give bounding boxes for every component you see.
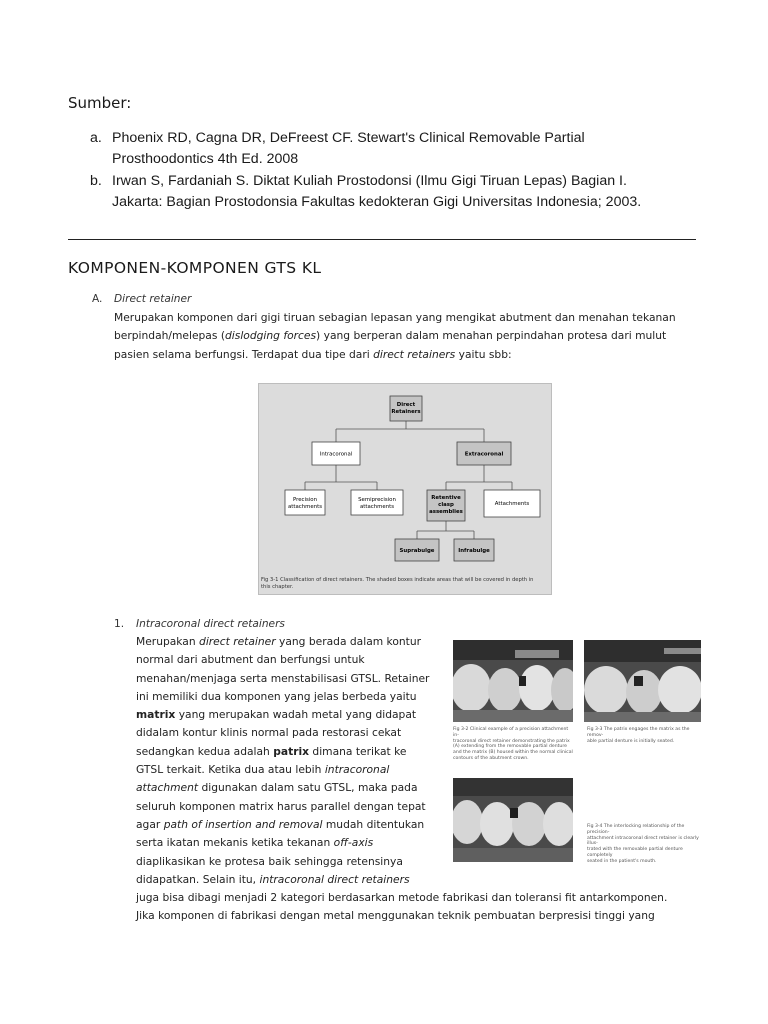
svg-text:Precision: Precision (292, 497, 318, 503)
svg-text:Semiprecision: Semiprecision (358, 497, 396, 503)
source-line: Phoenix RD, Cagna DR, DeFreest CF. Stewart's Clinical Removable Partial (112, 130, 585, 146)
svg-text:Intracoronal: Intracoronal (319, 451, 353, 458)
text-line: juga bisa dibagi menjadi 2 kategori berdasarkan metode fabrikasi dan toleransi fit antarkomponen. (136, 891, 668, 904)
divider-rule (68, 239, 696, 240)
text-line: berpindah/melepas (dislodging forces) yang berperan dalam menahan perpindahan protesa dari mulut (114, 329, 667, 343)
node-intracoronal (312, 442, 360, 465)
svg-text:attachments: attachments (359, 504, 395, 510)
photo-fig-3-4 (453, 778, 573, 862)
source-label-a: a. (90, 130, 102, 146)
text-line: agar path of insertion and removal mudah ditentukan (136, 817, 425, 831)
node-direct-retainers (390, 396, 422, 421)
paragraph-a (114, 309, 714, 364)
svg-text:attachments: attachments (287, 504, 323, 510)
source-label-b: b. (90, 173, 102, 189)
source-line: Prosthoodontics 4th Ed. 2008 (112, 151, 299, 167)
caption-fig-3-4: Fig 3-4 The interlocking relationship of the precision- attachment intracoronal direct retainer is clearly illus- trated with the removable partial denture completely seated in the patient's mouth. (587, 824, 699, 864)
paragraph-1-continued (136, 889, 736, 926)
text-line: attachment digunakan dalam satu GTSL, maka pada (136, 781, 418, 795)
text-line: serta ikatan mekanis ketika tekanan off-axis (136, 836, 374, 850)
subheading-a-title: Direct retainer (114, 293, 192, 305)
svg-text:Direct: Direct (396, 402, 416, 408)
text-line: seluruh komponen matrix harus parallel dengan tepat (136, 799, 426, 813)
source-line: Jakarta: Bagian Prostodonsia Fakultas kedokteran Gigi Universitas Indonesia; 2003. (112, 194, 642, 210)
text-line: matrix yang merupakan wadah metal yang didapat (136, 708, 417, 722)
text-line: Merupakan komponen dari gigi tiruan sebagian lepasan yang mengikat abutment dan menahan tekanan (114, 311, 676, 324)
svg-text:Extracoronal: Extracoronal (464, 451, 504, 458)
caption-fig-3-2: Fig 3-2 Clinical example of a precision attachment in- tracoronal direct retainer demonstrating the patrix (A) extending from the removable partial denture and the matrix (B) housed within the normal clinical contours of the abutment crown. (453, 727, 573, 761)
svg-text:Suprabulge: Suprabulge (399, 548, 435, 554)
source-item-a (90, 128, 710, 170)
text-line: Jika komponen di fabrikasi dengan metal menggunakan teknik pembuatan berpresisi tinggi yang (136, 909, 655, 923)
text-line: normal dari abutment dan berfungsi untuk (136, 653, 365, 667)
section-title: KOMPONEN-KOMPONEN GTS KL (68, 259, 322, 277)
text-line: ini memiliki dua komponen yang jelas berbeda yaitu (136, 689, 417, 703)
text-line: menahan/menjaga serta menstabilisasi GTSL. Retainer (136, 671, 430, 685)
figure-caption: Fig 3-1 Classification of direct retainers. The shaded boxes indicate areas that will be covered in depth in this chapter. (261, 577, 534, 590)
subheading-a (92, 293, 191, 305)
svg-text:Retainers: Retainers (391, 409, 421, 415)
node-extracoronal (457, 442, 511, 465)
node-infrabulge (454, 539, 494, 561)
node-semiprecision-attachments (351, 490, 403, 515)
text-line: sedangkan kedua adalah patrix dimana terikat ke (136, 744, 407, 758)
photo-fig-3-2 (453, 640, 573, 722)
figure-connectors (305, 421, 512, 539)
source-line: Irwan S, Fardaniah S. Diktat Kuliah Prostodonsi (Ilmu Gigi Tiruan Lepas) Bagian I. (112, 173, 627, 189)
subheading-a-label: A. (92, 293, 103, 305)
caption-fig-3-3: Fig 3-3 The patrix engages the matrix as the remov- able partial denture is initially seated. (587, 727, 690, 744)
text-line: diaplikasikan ke protesa baik sehingga retensinya (136, 854, 403, 868)
sources-heading: Sumber: (68, 94, 132, 112)
text-line: pasien selama berfungsi. Terdapat dua tipe dari direct retainers yaitu sbb: (114, 347, 512, 361)
subheading-1-title: Intracoronal direct retainers (136, 618, 285, 630)
svg-text:clasp: clasp (438, 502, 454, 508)
text-line: didalam kontur klinis normal pada restorasi cekat (136, 726, 402, 740)
source-item-b (90, 171, 710, 213)
text-line: GTSL terkait. Ketika dua atau lebih intracoronal (136, 763, 390, 777)
svg-text:Retentive: Retentive (431, 495, 461, 501)
direct-retainer-classification-figure (258, 383, 552, 595)
node-retentive-clasp-assemblies (427, 490, 465, 521)
node-suprabulge (395, 539, 439, 561)
text-line: Merupakan direct retainer yang berada dalam kontur (136, 635, 422, 648)
subheading-1 (114, 618, 285, 630)
svg-text:assemblies: assemblies (429, 509, 463, 515)
subheading-1-label: 1. (114, 618, 125, 630)
photo-fig-3-3 (584, 640, 701, 722)
node-precision-attachments (285, 490, 325, 515)
paragraph-1 (136, 633, 446, 889)
node-attachments (484, 490, 540, 517)
text-line: didapatkan. Selain itu, intracoronal direct retainers (136, 872, 410, 886)
svg-text:Attachments: Attachments (494, 501, 530, 507)
svg-text:Infrabulge: Infrabulge (458, 548, 490, 554)
